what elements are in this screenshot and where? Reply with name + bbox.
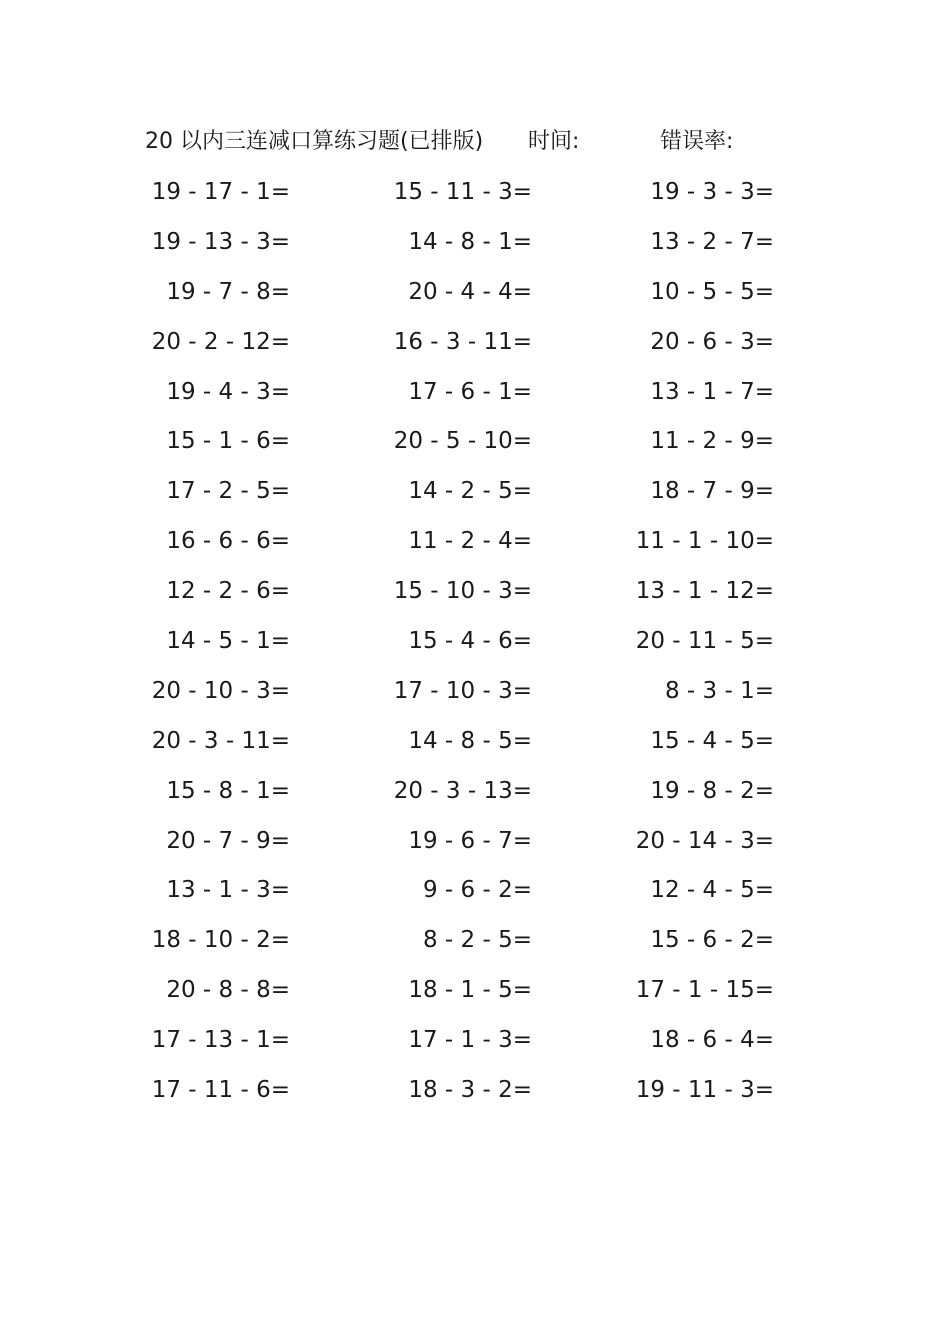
problem-row [0,421,950,471]
problem-row [0,821,950,871]
problem-row [0,322,950,372]
problem-item: 20 - 14 - 3= [635,827,774,854]
problem-item: 19 - 4 - 3= [166,378,290,405]
problem-item: 17 - 1 - 3= [408,1027,532,1054]
problem-row [0,521,950,571]
problem-item: 17 - 6 - 1= [408,378,532,405]
problem-item: 14 - 5 - 1= [166,628,290,655]
worksheet-header [0,126,950,158]
problem-item: 16 - 3 - 11= [393,328,532,355]
problem-item: 20 - 3 - 11= [151,727,290,754]
problem-item: 12 - 2 - 6= [166,578,290,605]
worksheet-title: 20 以内三连减口算练习题(已排版) [145,129,484,154]
problem-item: 20 - 4 - 4= [408,278,532,305]
problem-item: 20 - 11 - 5= [635,628,774,655]
problem-item: 14 - 8 - 1= [408,228,532,255]
problem-item: 20 - 7 - 9= [166,827,290,854]
problem-item: 18 - 1 - 5= [408,977,532,1004]
problem-item: 15 - 8 - 1= [166,777,290,804]
problem-item: 19 - 11 - 3= [635,1077,774,1104]
problem-item: 14 - 8 - 5= [408,727,532,754]
problem-row [0,920,950,970]
problem-item: 20 - 6 - 3= [650,328,774,355]
problem-item: 13 - 1 - 3= [166,877,290,904]
problem-item: 11 - 2 - 9= [650,428,774,455]
problem-grid [0,172,950,1120]
time-label: 时间: [528,129,580,154]
problem-row [0,1020,950,1070]
problem-item: 8 - 3 - 1= [664,677,774,704]
problem-item: 19 - 6 - 7= [408,827,532,854]
problem-item: 17 - 11 - 6= [151,1077,290,1104]
problem-item: 17 - 10 - 3= [393,677,532,704]
problem-row [0,771,950,821]
problem-row [0,870,950,920]
problem-row [0,471,950,521]
problem-item: 18 - 10 - 2= [151,927,290,954]
problem-item: 17 - 13 - 1= [151,1027,290,1054]
problem-item: 8 - 2 - 5= [422,927,532,954]
problem-row [0,372,950,422]
problem-row [0,970,950,1020]
problem-item: 20 - 10 - 3= [151,677,290,704]
problem-item: 13 - 1 - 7= [650,378,774,405]
error-rate-label: 错误率: [660,129,734,154]
problem-item: 15 - 4 - 5= [650,727,774,754]
problem-item: 11 - 1 - 10= [635,528,774,555]
problem-item: 19 - 3 - 3= [650,179,774,205]
problem-item: 19 - 8 - 2= [650,777,774,804]
problem-item: 15 - 10 - 3= [393,578,532,605]
problem-item: 19 - 17 - 1= [151,179,290,205]
problem-item: 13 - 1 - 12= [635,578,774,605]
problem-row [0,671,950,721]
problem-row [0,721,950,771]
problem-item: 15 - 1 - 6= [166,428,290,455]
problem-item: 20 - 5 - 10= [393,428,532,455]
problem-item: 16 - 6 - 6= [166,528,290,555]
problem-row [0,571,950,621]
problem-item: 20 - 8 - 8= [166,977,290,1004]
problem-item: 19 - 7 - 8= [166,278,290,305]
problem-row [0,621,950,671]
problem-item: 18 - 3 - 2= [408,1077,532,1104]
problem-item: 15 - 4 - 6= [408,628,532,655]
problem-item: 20 - 3 - 13= [393,777,532,804]
problem-item: 20 - 2 - 12= [151,328,290,355]
problem-item: 15 - 11 - 3= [393,179,532,205]
problem-item: 9 - 6 - 2= [422,877,532,904]
problem-item: 14 - 2 - 5= [408,478,532,505]
problem-item: 19 - 13 - 3= [151,228,290,255]
problem-item: 11 - 2 - 4= [408,528,532,555]
problem-item: 13 - 2 - 7= [650,228,774,255]
problem-item: 10 - 5 - 5= [650,278,774,305]
problem-row [0,222,950,272]
problem-item: 12 - 4 - 5= [650,877,774,904]
problem-item: 18 - 6 - 4= [650,1027,774,1054]
problem-row [0,1070,950,1120]
problem-item: 17 - 1 - 15= [635,977,774,1004]
problem-item: 18 - 7 - 9= [650,478,774,505]
problem-row [0,272,950,322]
problem-item: 15 - 6 - 2= [650,927,774,954]
problem-row [0,172,950,222]
problem-item: 17 - 2 - 5= [166,478,290,505]
